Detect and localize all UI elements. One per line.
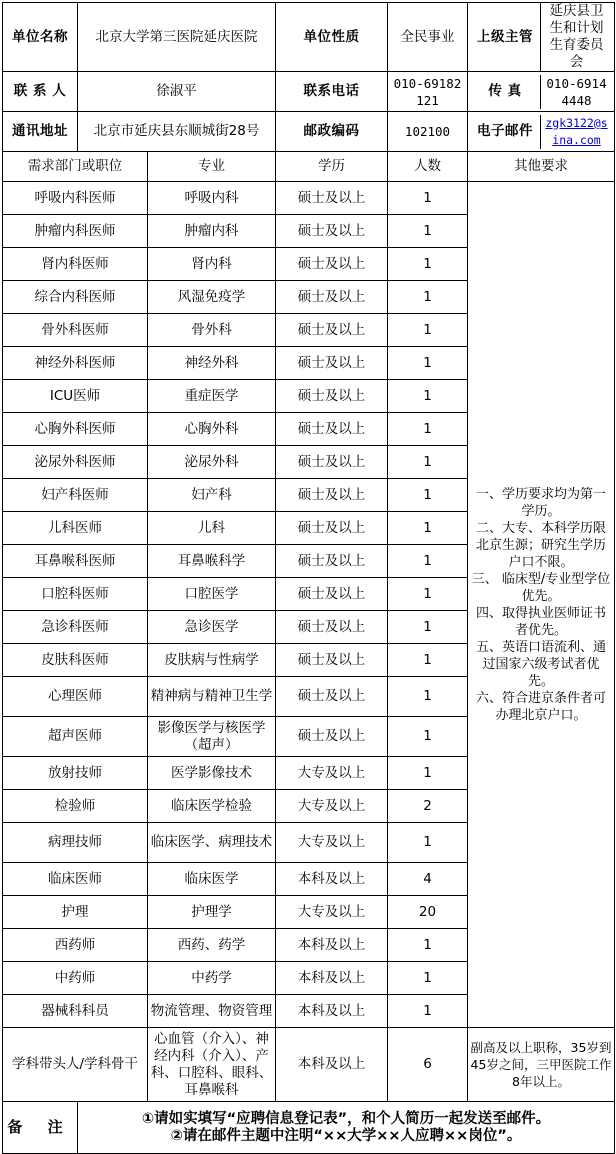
education-cell: 硕士及以上 (276, 314, 388, 347)
education-cell: 硕士及以上 (276, 717, 388, 757)
major-cell: 物流管理、物资管理 (148, 995, 276, 1028)
requirement-line: 二、大专、本科学历限北京生源；研究生学历户口不限。 (475, 520, 606, 570)
count-cell: 1 (388, 182, 468, 215)
fax-inner (470, 75, 612, 109)
education-cell: 硕士及以上 (276, 512, 388, 545)
education-cell: 硕士及以上 (276, 380, 388, 413)
position-cell: 西药师 (3, 929, 148, 962)
position-cell: 中药师 (3, 962, 148, 995)
superior-value (468, 3, 615, 72)
count-cell: 2 (388, 790, 468, 823)
header-position: 需求部门或职位 (3, 152, 148, 182)
education-cell: 本科及以上 (276, 929, 388, 962)
phone-value: 010-69182121 (388, 72, 468, 112)
unit-name-value: 北京大学第三医院延庆医院 (78, 3, 276, 72)
education-cell: 大专及以上 (276, 896, 388, 929)
count-cell: 1 (388, 380, 468, 413)
leader-position-cell: 学科带头人/学科骨干 (3, 1028, 148, 1102)
requirement-line: 五、英语口语流利、通过国家六级考试者优先。 (475, 639, 606, 689)
count-cell: 1 (388, 215, 468, 248)
major-cell: 护理学 (148, 896, 276, 929)
count-cell: 1 (388, 446, 468, 479)
major-cell: 肿瘤内科 (148, 215, 276, 248)
email-value-cell (541, 115, 613, 149)
major-cell: 医学影像技术 (148, 757, 276, 790)
remark-line: ②请在邮件主题中注明“××大学××人应聘××岗位”。 (170, 1127, 522, 1144)
education-cell: 硕士及以上 (276, 281, 388, 314)
education-cell: 硕士及以上 (276, 578, 388, 611)
count-cell: 1 (388, 545, 468, 578)
education-cell: 硕士及以上 (276, 545, 388, 578)
major-cell: 口腔医学 (148, 578, 276, 611)
major-cell: 西药、药学 (148, 929, 276, 962)
info-row-unit (3, 3, 615, 72)
superior-cell (470, 3, 612, 71)
position-cell: 超声医师 (3, 717, 148, 757)
header-major: 专业 (148, 152, 276, 182)
count-cell: 1 (388, 479, 468, 512)
header-other: 其他要求 (468, 152, 615, 182)
major-cell: 中药学 (148, 962, 276, 995)
count-cell: 1 (388, 823, 468, 863)
major-cell: 肾内科 (148, 248, 276, 281)
position-cell: 综合内科医师 (3, 281, 148, 314)
major-cell: 急诊医学 (148, 611, 276, 644)
recruitment-table (2, 2, 615, 1154)
leader-requirement-cell: 副高及以上职称，35岁到45岁之间，三甲医院工作8年以上。 (468, 1028, 615, 1102)
email-label: 电子邮件 (470, 115, 541, 149)
major-cell: 影像医学与核医学（超声） (148, 717, 276, 757)
superior-label: 上级主管 (470, 3, 541, 71)
position-cell: ICU医师 (3, 380, 148, 413)
education-cell: 硕士及以上 (276, 182, 388, 215)
education-cell: 硕士及以上 (276, 215, 388, 248)
education-cell: 硕士及以上 (276, 479, 388, 512)
education-cell: 本科及以上 (276, 962, 388, 995)
education-cell: 本科及以上 (276, 863, 388, 896)
count-cell: 1 (388, 281, 468, 314)
major-cell: 神经外科 (148, 347, 276, 380)
header-education: 学历 (276, 152, 388, 182)
education-cell: 硕士及以上 (276, 644, 388, 677)
major-cell: 风湿免疫学 (148, 281, 276, 314)
major-cell: 皮肤病与性病学 (148, 644, 276, 677)
remarks-label: 备 注 (3, 1102, 78, 1154)
education-cell: 本科及以上 (276, 995, 388, 1028)
count-cell: 1 (388, 248, 468, 281)
email-link[interactable]: zgk3122@sina.com (545, 115, 608, 147)
count-cell: 1 (388, 314, 468, 347)
major-cell: 精神病与精神卫生学 (148, 677, 276, 717)
education-cell: 硕士及以上 (276, 413, 388, 446)
major-cell: 呼吸内科 (148, 182, 276, 215)
unit-nature-value: 全民事业 (388, 3, 468, 72)
position-cell: 放射技师 (3, 757, 148, 790)
position-cell: 骨外科医师 (3, 314, 148, 347)
postcode-label: 邮政编码 (276, 112, 388, 152)
fax-cell (468, 72, 615, 112)
position-cell: 心理医师 (3, 677, 148, 717)
count-cell: 1 (388, 512, 468, 545)
contact-value: 徐淑平 (78, 72, 276, 112)
major-cell: 耳鼻喉科学 (148, 545, 276, 578)
position-cell: 器械科科员 (3, 995, 148, 1028)
position-cell: 病理技师 (3, 823, 148, 863)
major-cell: 妇产科 (148, 479, 276, 512)
position-cell: 妇产科医师 (3, 479, 148, 512)
position-cell: 检验师 (3, 790, 148, 823)
position-cell: 耳鼻喉科医师 (3, 545, 148, 578)
remarks-row (3, 1102, 615, 1154)
email-cell (468, 112, 615, 152)
count-cell: 1 (388, 717, 468, 757)
education-cell: 硕士及以上 (276, 347, 388, 380)
postcode-value: 102100 (388, 112, 468, 152)
position-cell: 肿瘤内科医师 (3, 215, 148, 248)
count-cell: 1 (388, 347, 468, 380)
major-cell: 临床医学检验 (148, 790, 276, 823)
position-cell: 皮肤科医师 (3, 644, 148, 677)
count-cell: 1 (388, 644, 468, 677)
education-cell: 硕士及以上 (276, 611, 388, 644)
remark-line: ①请如实填写“应聘信息登记表”，和个人简历一起发送至邮件。 (141, 1110, 551, 1127)
unit-name-label: 单位名称 (3, 3, 78, 72)
position-cell: 呼吸内科医师 (3, 182, 148, 215)
requirement-line: 四、取得执业医师证书者优先。 (475, 605, 606, 638)
education-cell: 硕士及以上 (276, 677, 388, 717)
other-requirements-cell (468, 182, 615, 1028)
requirement-line: 一、学历要求均为第一学历。 (475, 486, 606, 519)
fax-value: 010-69144448 (546, 75, 607, 108)
position-cell: 泌尿外科医师 (3, 446, 148, 479)
count-cell: 1 (388, 962, 468, 995)
position-cell: 急诊科医师 (3, 611, 148, 644)
position-cell: 神经外科医师 (3, 347, 148, 380)
header-count: 人数 (388, 152, 468, 182)
education-cell: 硕士及以上 (276, 446, 388, 479)
education-cell: 大专及以上 (276, 757, 388, 790)
count-cell: 1 (388, 578, 468, 611)
contact-label: 联 系 人 (3, 72, 78, 112)
requirement-line: 六、符合进京条件者可办理北京户口。 (475, 690, 606, 723)
major-cell: 临床医学 (148, 863, 276, 896)
major-cell: 儿科 (148, 512, 276, 545)
major-cell: 重症医学 (148, 380, 276, 413)
leader-row (3, 1028, 615, 1102)
requirement-line: 三、 临床型/专业型学位优先。 (471, 571, 611, 604)
info-row-contact (3, 72, 615, 112)
count-cell: 1 (388, 929, 468, 962)
major-cell: 骨外科 (148, 314, 276, 347)
position-cell: 临床医师 (3, 863, 148, 896)
phone-label: 联系电话 (276, 72, 388, 112)
count-cell: 1 (388, 413, 468, 446)
position-cell: 心胸外科医师 (3, 413, 148, 446)
education-cell: 大专及以上 (276, 823, 388, 863)
education-cell: 硕士及以上 (276, 248, 388, 281)
count-cell: 4 (388, 863, 468, 896)
count-cell: 1 (388, 677, 468, 717)
position-cell: 口腔科医师 (3, 578, 148, 611)
address-value: 北京市延庆县东顺城街28号 (78, 112, 276, 152)
table-header-row (3, 152, 615, 182)
education-cell: 大专及以上 (276, 790, 388, 823)
address-label: 通讯地址 (3, 112, 78, 152)
remarks-content (78, 1102, 615, 1154)
superior-text: 延庆县卫生和计划生育委员会 (549, 3, 604, 70)
email-inner (470, 115, 612, 149)
position-cell: 肾内科医师 (3, 248, 148, 281)
position-cell: 儿科医师 (3, 512, 148, 545)
fax-label: 传 真 (470, 75, 541, 109)
major-cell: 心胸外科 (148, 413, 276, 446)
major-cell: 临床医学、病理技术 (148, 823, 276, 863)
unit-nature-label: 单位性质 (276, 3, 388, 72)
info-row-address (3, 112, 615, 152)
leader-major-cell: 心血管（介入）、神经内科（介入）、产科、口腔科、眼科、耳鼻喉科 (148, 1028, 276, 1102)
table-row (3, 182, 615, 215)
count-cell: 20 (388, 896, 468, 929)
leader-education-cell: 本科及以上 (276, 1028, 388, 1102)
count-cell: 1 (388, 995, 468, 1028)
major-cell: 泌尿外科 (148, 446, 276, 479)
count-cell: 1 (388, 757, 468, 790)
position-cell: 护理 (3, 896, 148, 929)
leader-count-cell: 6 (388, 1028, 468, 1102)
count-cell: 1 (388, 611, 468, 644)
